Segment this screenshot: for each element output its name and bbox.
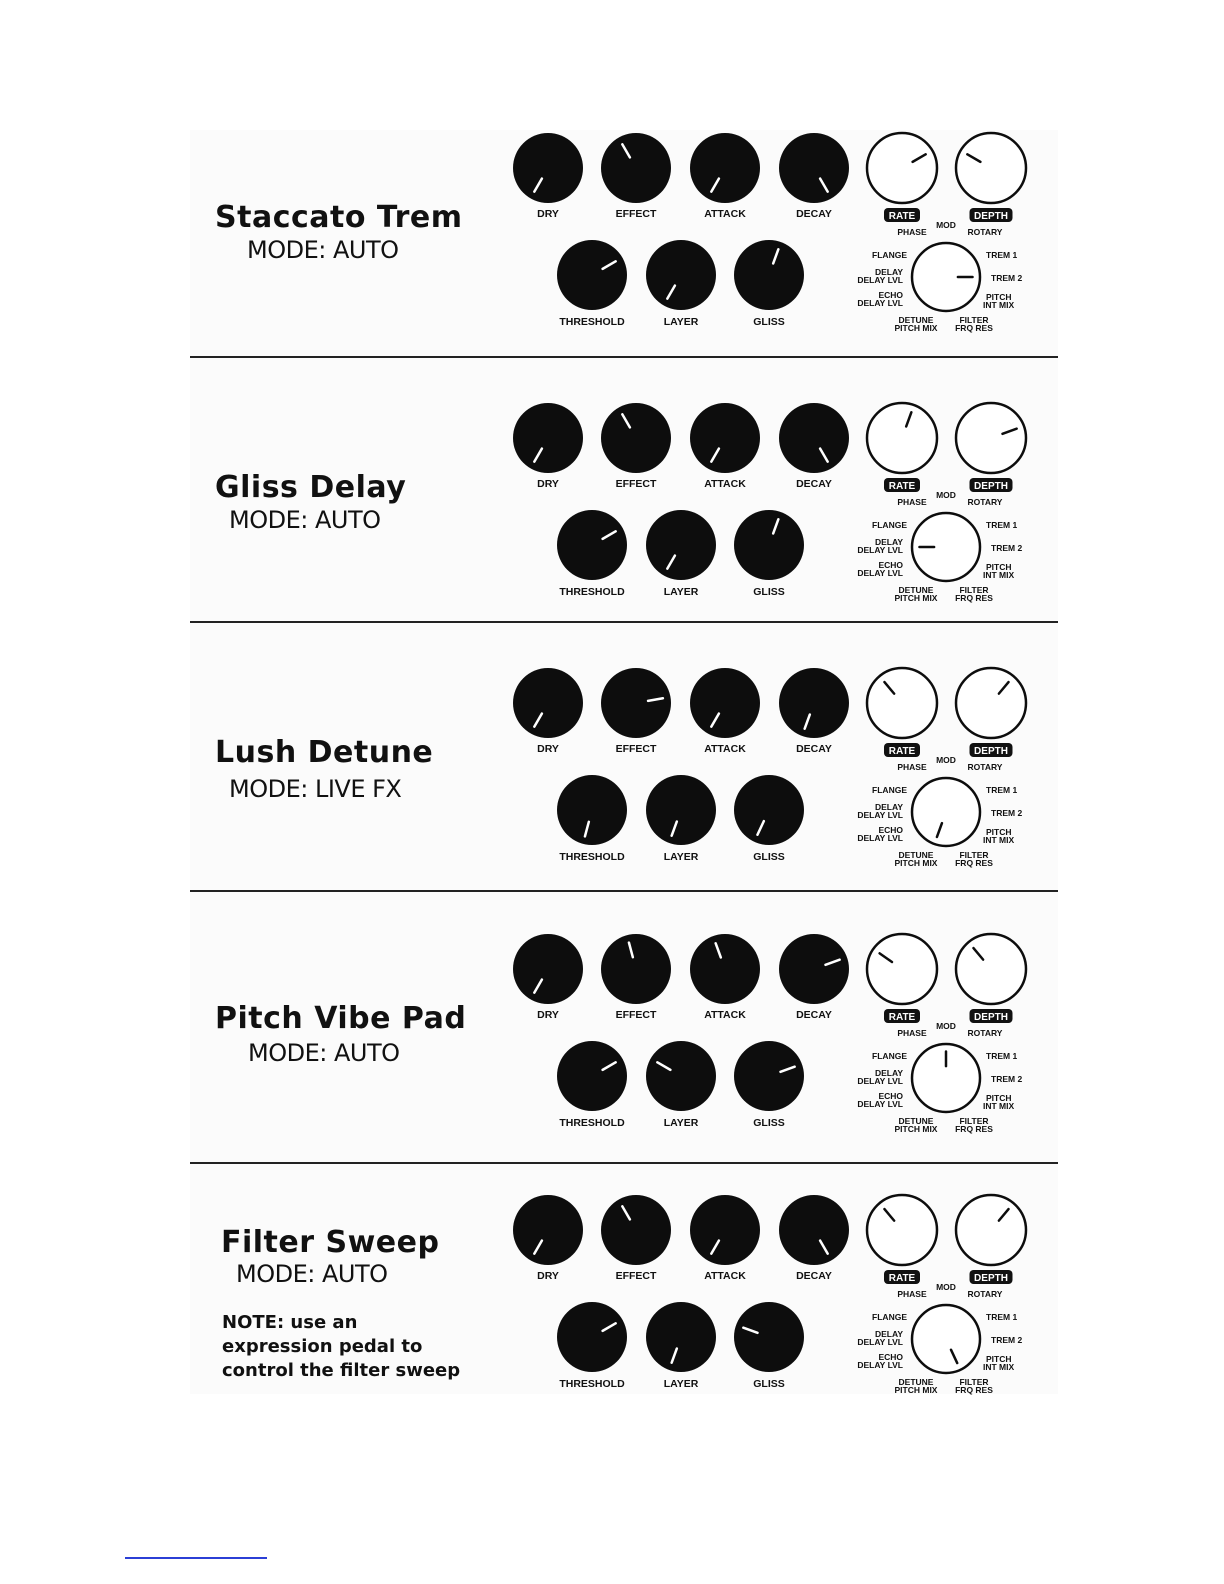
int-mix-label: INT MIX bbox=[983, 1101, 1015, 1111]
trem2-label: TREM 2 bbox=[991, 1074, 1023, 1084]
rate-label: RATE bbox=[888, 746, 916, 757]
delay-label: DELAY bbox=[874, 267, 903, 277]
gliss-label: GLISS bbox=[753, 851, 785, 863]
frq-res-label: FRQ RES bbox=[955, 593, 993, 603]
echo-label: ECHO bbox=[878, 1091, 903, 1101]
preset-title: Lush Detune bbox=[215, 735, 434, 770]
mod-label: MOD bbox=[936, 755, 956, 765]
threshold-label: THRESHOLD bbox=[559, 1378, 625, 1390]
filter-label: FILTER bbox=[959, 850, 989, 860]
dry-knob[interactable] bbox=[513, 668, 583, 738]
detune-label: DETUNE bbox=[898, 585, 934, 595]
threshold-knob[interactable] bbox=[557, 775, 627, 845]
decay-knob-body bbox=[779, 1195, 849, 1265]
dry-knob[interactable] bbox=[513, 1195, 583, 1265]
delay-label: DELAY bbox=[874, 802, 903, 812]
depth-knob-body bbox=[956, 403, 1026, 473]
rate-label: RATE bbox=[888, 481, 916, 492]
trem1-label: TREM 1 bbox=[986, 785, 1018, 795]
layer-knob-body bbox=[646, 240, 716, 310]
decay-label: DECAY bbox=[796, 743, 832, 755]
decay-knob[interactable] bbox=[779, 1195, 849, 1265]
attack-label: ATTACK bbox=[704, 1270, 746, 1282]
knob-panel-3 bbox=[513, 668, 1026, 868]
effect-knob[interactable] bbox=[601, 133, 671, 203]
gliss-label: GLISS bbox=[753, 586, 785, 598]
mod-select-knob[interactable] bbox=[912, 1305, 980, 1373]
layer-knob[interactable] bbox=[646, 775, 716, 845]
pitch-mix-label: PITCH MIX bbox=[894, 593, 938, 603]
rate-knob[interactable] bbox=[867, 668, 937, 738]
echo-delay-lvl-label: DELAY LVL bbox=[857, 1360, 903, 1370]
echo-delay-lvl-label: DELAY LVL bbox=[857, 833, 903, 843]
detune-label: DETUNE bbox=[898, 315, 934, 325]
threshold-knob-body bbox=[557, 1041, 627, 1111]
rate-knob-body bbox=[867, 403, 937, 473]
footer-link-underline[interactable] bbox=[125, 1557, 267, 1559]
trem1-label: TREM 1 bbox=[986, 1051, 1018, 1061]
gliss-knob[interactable] bbox=[734, 1302, 804, 1372]
filter-label: FILTER bbox=[959, 1116, 989, 1126]
delay-lvl-label: DELAY LVL bbox=[857, 1337, 903, 1347]
dry-label: DRY bbox=[537, 743, 559, 755]
echo-delay-lvl-label: DELAY LVL bbox=[857, 1099, 903, 1109]
effect-knob-body bbox=[601, 668, 671, 738]
effect-knob-body bbox=[601, 403, 671, 473]
threshold-knob-body bbox=[557, 1302, 627, 1372]
frq-res-label: FRQ RES bbox=[955, 1385, 993, 1395]
threshold-label: THRESHOLD bbox=[559, 1117, 625, 1129]
layer-knob[interactable] bbox=[646, 1302, 716, 1372]
dry-knob-body bbox=[513, 934, 583, 1004]
threshold-label: THRESHOLD bbox=[559, 316, 625, 328]
int-mix-label: INT MIX bbox=[983, 300, 1015, 310]
decay-knob[interactable] bbox=[779, 668, 849, 738]
attack-knob[interactable] bbox=[690, 668, 760, 738]
threshold-knob[interactable] bbox=[557, 1302, 627, 1372]
dry-knob-body bbox=[513, 1195, 583, 1265]
note-label: NOTE bbox=[222, 1312, 277, 1333]
pitch-label: PITCH bbox=[986, 1354, 1012, 1364]
int-mix-label: INT MIX bbox=[983, 1362, 1015, 1372]
frq-res-label: FRQ RES bbox=[955, 858, 993, 868]
preset-mode: MODE: LIVE FX bbox=[229, 775, 402, 803]
echo-delay-lvl-label: DELAY LVL bbox=[857, 568, 903, 578]
attack-label: ATTACK bbox=[704, 743, 746, 755]
delay-label: DELAY bbox=[874, 1068, 903, 1078]
effect-knob-body bbox=[601, 1195, 671, 1265]
flange-label: FLANGE bbox=[872, 1312, 907, 1322]
dry-label: DRY bbox=[537, 1009, 559, 1021]
attack-label: ATTACK bbox=[704, 208, 746, 220]
dry-knob-body bbox=[513, 668, 583, 738]
mod-label: MOD bbox=[936, 490, 956, 500]
pitch-label: PITCH bbox=[986, 1093, 1012, 1103]
depth-label: DEPTH bbox=[974, 481, 1008, 492]
knob-panel-4 bbox=[513, 934, 1026, 1134]
threshold-knob[interactable] bbox=[557, 1041, 627, 1111]
gliss-knob[interactable] bbox=[734, 510, 804, 580]
depth-knob-body bbox=[956, 668, 1026, 738]
delay-lvl-label: DELAY LVL bbox=[857, 1076, 903, 1086]
gliss-label: GLISS bbox=[753, 316, 785, 328]
pitch-label: PITCH bbox=[986, 562, 1012, 572]
depth-knob-body bbox=[956, 934, 1026, 1004]
threshold-knob[interactable] bbox=[557, 240, 627, 310]
dry-label: DRY bbox=[537, 1270, 559, 1282]
trem1-label: TREM 1 bbox=[986, 520, 1018, 530]
attack-knob-body bbox=[690, 934, 760, 1004]
attack-knob[interactable] bbox=[690, 1195, 760, 1265]
preset-title: Pitch Vibe Pad bbox=[215, 1001, 467, 1036]
trem2-label: TREM 2 bbox=[991, 808, 1023, 818]
phase-label: PHASE bbox=[897, 762, 927, 772]
flange-label: FLANGE bbox=[872, 785, 907, 795]
gliss-label: GLISS bbox=[753, 1378, 785, 1390]
layer-label: LAYER bbox=[663, 1378, 699, 1390]
flange-label: FLANGE bbox=[872, 1051, 907, 1061]
trem1-label: TREM 1 bbox=[986, 1312, 1018, 1322]
depth-knob[interactable] bbox=[956, 934, 1026, 1004]
decay-label: DECAY bbox=[796, 208, 832, 220]
delay-label: DELAY bbox=[874, 537, 903, 547]
preset-title: Gliss Delay bbox=[215, 470, 407, 505]
depth-knob[interactable] bbox=[956, 1195, 1026, 1265]
rotary-label: ROTARY bbox=[967, 497, 1003, 507]
mod-select-knob[interactable] bbox=[912, 1044, 980, 1112]
pitch-mix-label: PITCH MIX bbox=[894, 858, 938, 868]
depth-knob[interactable] bbox=[956, 668, 1026, 738]
pitch-mix-label: PITCH MIX bbox=[894, 323, 938, 333]
rate-knob-body bbox=[867, 1195, 937, 1265]
depth-label: DEPTH bbox=[974, 746, 1008, 757]
trem2-label: TREM 2 bbox=[991, 273, 1023, 283]
mod-select-knob[interactable] bbox=[912, 778, 980, 846]
depth-knob-body bbox=[956, 133, 1026, 203]
rotary-label: ROTARY bbox=[967, 762, 1003, 772]
mod-label: MOD bbox=[936, 220, 956, 230]
dry-knob[interactable] bbox=[513, 133, 583, 203]
layer-knob-body bbox=[646, 1302, 716, 1372]
preset-mode: MODE: AUTO bbox=[236, 1260, 388, 1288]
rate-label: RATE bbox=[888, 1273, 916, 1284]
knob-panel-5 bbox=[513, 1195, 1026, 1395]
pitch-label: PITCH bbox=[986, 827, 1012, 837]
phase-label: PHASE bbox=[897, 497, 927, 507]
int-mix-label: INT MIX bbox=[983, 835, 1015, 845]
delay-lvl-label: DELAY LVL bbox=[857, 810, 903, 820]
effect-knob-body bbox=[601, 934, 671, 1004]
rotary-label: ROTARY bbox=[967, 1028, 1003, 1038]
preset-mode: MODE: AUTO bbox=[229, 506, 381, 534]
layer-knob-body bbox=[646, 510, 716, 580]
mod-select-knob[interactable] bbox=[912, 243, 980, 311]
int-mix-label: INT MIX bbox=[983, 570, 1015, 580]
preset-title: Staccato Trem bbox=[215, 200, 463, 235]
detune-label: DETUNE bbox=[898, 850, 934, 860]
trem1-label: TREM 1 bbox=[986, 250, 1018, 260]
decay-knob-body bbox=[779, 133, 849, 203]
effect-knob[interactable] bbox=[601, 668, 671, 738]
mod-select-knob[interactable] bbox=[912, 513, 980, 581]
effect-label: EFFECT bbox=[615, 478, 657, 490]
echo-label: ECHO bbox=[878, 825, 903, 835]
effect-label: EFFECT bbox=[615, 1009, 657, 1021]
rate-label: RATE bbox=[888, 1012, 916, 1023]
attack-knob-body bbox=[690, 403, 760, 473]
detune-label: DETUNE bbox=[898, 1377, 934, 1387]
layer-label: LAYER bbox=[663, 316, 699, 328]
filter-label: FILTER bbox=[959, 315, 989, 325]
frq-res-label: FRQ RES bbox=[955, 323, 993, 333]
gliss-knob-body bbox=[734, 240, 804, 310]
decay-knob[interactable] bbox=[779, 403, 849, 473]
effect-label: EFFECT bbox=[615, 743, 657, 755]
gliss-knob-body bbox=[734, 510, 804, 580]
rate-knob-body bbox=[867, 934, 937, 1004]
threshold-knob[interactable] bbox=[557, 510, 627, 580]
pitch-mix-label: PITCH MIX bbox=[894, 1385, 938, 1395]
attack-knob-body bbox=[690, 133, 760, 203]
effect-label: EFFECT bbox=[615, 208, 657, 220]
effect-label: EFFECT bbox=[615, 1270, 657, 1282]
decay-label: DECAY bbox=[796, 1009, 832, 1021]
depth-label: DEPTH bbox=[974, 1012, 1008, 1023]
decay-knob-body bbox=[779, 403, 849, 473]
attack-label: ATTACK bbox=[704, 478, 746, 490]
rotary-label: ROTARY bbox=[967, 227, 1003, 237]
preset-mode: MODE: AUTO bbox=[248, 1039, 400, 1067]
attack-knob-body bbox=[690, 1195, 760, 1265]
depth-knob[interactable] bbox=[956, 133, 1026, 203]
layer-label: LAYER bbox=[663, 1117, 699, 1129]
dry-knob[interactable] bbox=[513, 934, 583, 1004]
layer-label: LAYER bbox=[663, 851, 699, 863]
effect-knob[interactable] bbox=[601, 403, 671, 473]
decay-knob-body bbox=[779, 934, 849, 1004]
rate-label: RATE bbox=[888, 211, 916, 222]
phase-label: PHASE bbox=[897, 1289, 927, 1299]
mod-label: MOD bbox=[936, 1282, 956, 1292]
rate-knob[interactable] bbox=[867, 934, 937, 1004]
delay-lvl-label: DELAY LVL bbox=[857, 275, 903, 285]
rate-knob[interactable] bbox=[867, 133, 937, 203]
knob-panel-2 bbox=[513, 403, 1026, 603]
attack-knob[interactable] bbox=[690, 403, 760, 473]
threshold-knob-body bbox=[557, 510, 627, 580]
phase-label: PHASE bbox=[897, 227, 927, 237]
dry-label: DRY bbox=[537, 478, 559, 490]
preset-mode: MODE: AUTO bbox=[247, 236, 399, 264]
flange-label: FLANGE bbox=[872, 250, 907, 260]
decay-label: DECAY bbox=[796, 478, 832, 490]
gliss-knob-body bbox=[734, 1302, 804, 1372]
echo-label: ECHO bbox=[878, 560, 903, 570]
echo-label: ECHO bbox=[878, 290, 903, 300]
depth-label: DEPTH bbox=[974, 211, 1008, 222]
preset-title: Filter Sweep bbox=[221, 1225, 440, 1260]
gliss-knob-body bbox=[734, 1041, 804, 1111]
dry-knob-body bbox=[513, 133, 583, 203]
delay-lvl-label: DELAY LVL bbox=[857, 545, 903, 555]
threshold-label: THRESHOLD bbox=[559, 851, 625, 863]
layer-knob[interactable] bbox=[646, 510, 716, 580]
threshold-label: THRESHOLD bbox=[559, 586, 625, 598]
depth-knob[interactable] bbox=[956, 403, 1026, 473]
dry-knob[interactable] bbox=[513, 403, 583, 473]
effect-knob[interactable] bbox=[601, 1195, 671, 1265]
layer-knob[interactable] bbox=[646, 240, 716, 310]
effect-knob[interactable] bbox=[601, 934, 671, 1004]
echo-label: ECHO bbox=[878, 1352, 903, 1362]
decay-knob-body bbox=[779, 668, 849, 738]
filter-label: FILTER bbox=[959, 585, 989, 595]
rate-knob[interactable] bbox=[867, 1195, 937, 1265]
depth-knob-body bbox=[956, 1195, 1026, 1265]
layer-knob[interactable] bbox=[646, 1041, 716, 1111]
mod-select-knob-body bbox=[912, 778, 980, 846]
attack-knob-body bbox=[690, 668, 760, 738]
echo-delay-lvl-label: DELAY LVL bbox=[857, 298, 903, 308]
gliss-knob-body bbox=[734, 775, 804, 845]
depth-label: DEPTH bbox=[974, 1273, 1008, 1284]
attack-knob[interactable] bbox=[690, 934, 760, 1004]
layer-knob-body bbox=[646, 775, 716, 845]
dry-knob-body bbox=[513, 403, 583, 473]
gliss-knob[interactable] bbox=[734, 775, 804, 845]
filter-label: FILTER bbox=[959, 1377, 989, 1387]
phase-label: PHASE bbox=[897, 1028, 927, 1038]
knob-panel-1 bbox=[513, 133, 1026, 333]
layer-label: LAYER bbox=[663, 586, 699, 598]
mod-select-knob-body bbox=[912, 1305, 980, 1373]
rate-knob-body bbox=[867, 133, 937, 203]
attack-label: ATTACK bbox=[704, 1009, 746, 1021]
detune-label: DETUNE bbox=[898, 1116, 934, 1126]
threshold-knob-body bbox=[557, 775, 627, 845]
gliss-knob[interactable] bbox=[734, 1041, 804, 1111]
layer-knob-body bbox=[646, 1041, 716, 1111]
gliss-label: GLISS bbox=[753, 1117, 785, 1129]
threshold-knob-body bbox=[557, 240, 627, 310]
decay-knob[interactable] bbox=[779, 133, 849, 203]
gliss-knob[interactable] bbox=[734, 240, 804, 310]
mod-label: MOD bbox=[936, 1021, 956, 1031]
rate-knob-body bbox=[867, 668, 937, 738]
trem2-label: TREM 2 bbox=[991, 543, 1023, 553]
attack-knob[interactable] bbox=[690, 133, 760, 203]
decay-knob[interactable] bbox=[779, 934, 849, 1004]
dry-label: DRY bbox=[537, 208, 559, 220]
rotary-label: ROTARY bbox=[967, 1289, 1003, 1299]
pitch-label: PITCH bbox=[986, 292, 1012, 302]
pitch-mix-label: PITCH MIX bbox=[894, 1124, 938, 1134]
delay-label: DELAY bbox=[874, 1329, 903, 1339]
effect-knob-body bbox=[601, 133, 671, 203]
decay-label: DECAY bbox=[796, 1270, 832, 1282]
rate-knob[interactable] bbox=[867, 403, 937, 473]
trem2-label: TREM 2 bbox=[991, 1335, 1023, 1345]
note-text: : use an expression pedal to control the filter sweep bbox=[222, 1312, 461, 1381]
flange-label: FLANGE bbox=[872, 520, 907, 530]
frq-res-label: FRQ RES bbox=[955, 1124, 993, 1134]
